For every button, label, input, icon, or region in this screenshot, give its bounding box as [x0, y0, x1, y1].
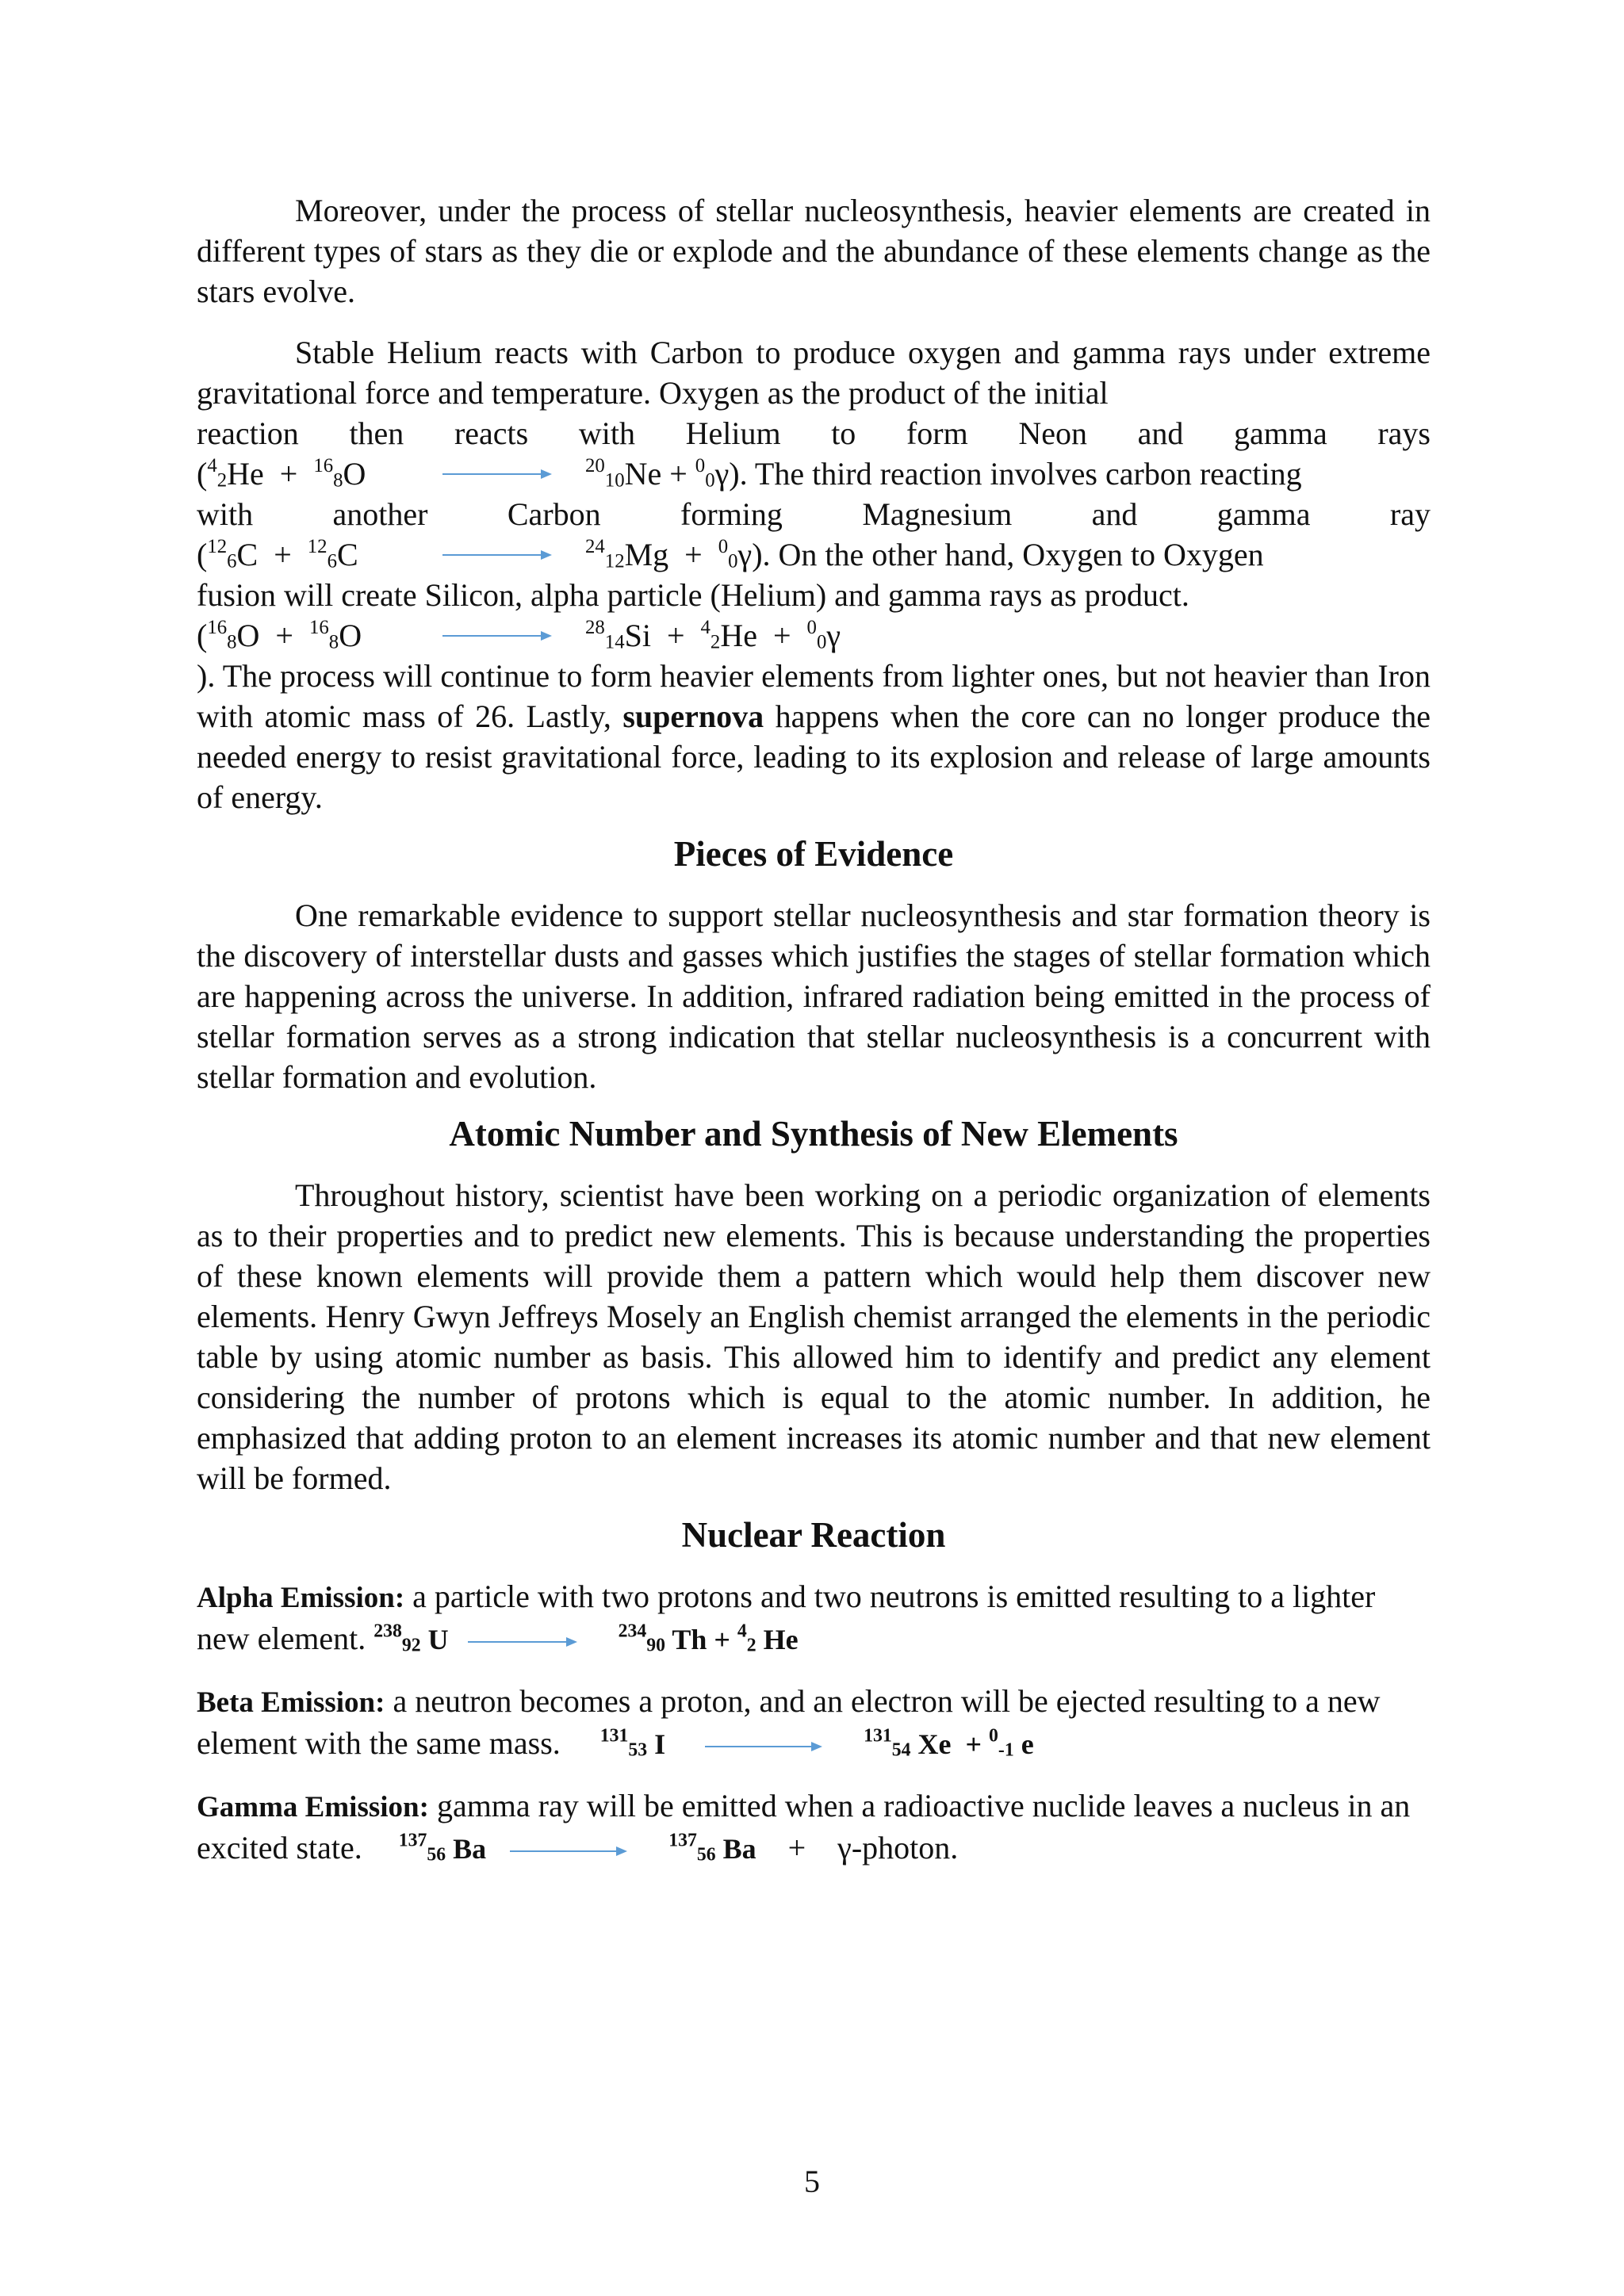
barium-product: $^{137}_{56}$ Ba [668, 1830, 756, 1866]
reactants: ($^{16}_8$O + $^{16}_8$O [197, 616, 362, 653]
products: $^{20}_{10}$Ne + $^0_0$γ [585, 454, 730, 492]
barium-nuclide: $^{137}_{56}$ Ba [398, 1830, 487, 1866]
fusion-conclusion-end: happens when the core can no longer produce the needed energy to resist gravitational force, leading to its explosion and release of large amounts of energy. [197, 698, 1431, 815]
reaction-arrow [442, 628, 553, 644]
fusion-line-magnesium: with another Carbon forming Magnesium and gamma ray [197, 496, 1431, 532]
iodine-nuclide: $^{131}_{53}$ I [599, 1725, 666, 1761]
beta-emission [197, 1681, 1431, 1765]
alpha-emission [197, 1576, 1431, 1660]
paragraph-atomic-number: Throughout history, scientist have been working on a periodic organization of elements as to their properties and to predict new elements. This is because understanding the properties of these known elements will provide them a pattern which would help them discover new elements. Henry Gwyn Jeffreys Mosely an English chemist arranged the elements in the periodic table by using atomic number as basis. This allowed him to identify and predict any element considering the number of protons which is equal to the atomic number. In addition, he emphasized that adding proton to an element increases its atomic number and that new element will be formed. [197, 1177, 1431, 1496]
fusion-conclusion [197, 656, 1431, 817]
gamma-emission-text: gamma ray will be emitted when a radioactive nuclide leaves a nucleus in an excited state. [197, 1788, 1411, 1866]
paragraph-fusion-reactions [197, 332, 1431, 817]
reaction-arrow [510, 1843, 629, 1859]
heading-atomic-number: Atomic Number and Synthesis of New Elements [449, 1114, 1178, 1154]
reaction-arrow [705, 1739, 824, 1755]
reactants: ($^{12}_6$C + $^{12}_6$C [197, 535, 358, 572]
gamma-emission-label: Gamma Emission: [197, 1791, 429, 1823]
fusion-conclusion-text: ). The process will continue to form heavier elements from lighter ones, but not heavier than Iron with atomic mass of 26. Lastly, [197, 658, 1431, 734]
gamma-emission [197, 1785, 1431, 1869]
products: $^{24}_{12}$Mg + $^0_0$γ [585, 535, 753, 572]
equation-helium-oxygen [197, 453, 1431, 494]
eq2-continuation: ). On the other hand, Oxygen to Oxygen [752, 537, 1264, 572]
reaction-arrow [442, 466, 553, 482]
document-page [197, 190, 1431, 1890]
heading-nuclear-reaction: Nuclear Reaction [681, 1515, 946, 1555]
beta-emission-label: Beta Emission: [197, 1686, 385, 1719]
thorium-products: $^{234}_{90}$ Th + $^4_2$ He [618, 1621, 799, 1656]
paragraph-evidence: One remarkable evidence to support stellar nucleosynthesis and star formation theory is the discovery of interstellar dusts and gasses which justifies the stages of stellar formation which are happening across the universe. In addition, infrared radiation being emitted in the process of stellar formation serves as a strong indication that stellar nucleosynthesis is a concurrent with stellar formation and evolution. [197, 897, 1431, 1095]
paragraph-stellar-nucleosynthesis: Moreover, under the process of stellar nucleosynthesis, heavier elements are created in different types of stars as they die or explode and the abundance of these elements change as the stars evolve. [197, 193, 1431, 309]
equation-carbon-carbon [197, 534, 1431, 575]
heading-pieces-of-evidence: Pieces of Evidence [673, 834, 954, 874]
products: $^{28}_{14}$Si + $^4_2$He + $^0_0$γ [585, 616, 841, 653]
reactants: ($^4_2$He + $^{16}_8$O [197, 454, 366, 492]
xenon-products: $^{131}_{54}$ Xe + $^0_{-1}$ e [864, 1725, 1034, 1761]
reaction-arrow [442, 547, 553, 563]
equation-oxygen-oxygen [197, 615, 1431, 656]
fusion-line-silicon: fusion will create Silicon, alpha particle (Helium) and gamma rays as product. [197, 577, 1189, 613]
fusion-intro: Stable Helium reacts with Carbon to produce oxygen and gamma rays under extreme gravitational force and temperature. Oxygen as the product of the initial [197, 335, 1431, 411]
supernova-term: supernova [622, 698, 764, 734]
uranium-nuclide: $^{238}_{92}$ U [373, 1621, 449, 1656]
plus-sign: + [787, 1830, 806, 1866]
beta-emission-text: a neutron becomes a proton, and an electron will be ejected resulting to a new element with the same mass. [197, 1683, 1381, 1761]
alpha-emission-text: a particle with two protons and two neutrons is emitted resulting to a lighter new element. [197, 1578, 1376, 1656]
eq1-continuation: ). The third reaction involves carbon reacting [729, 456, 1302, 492]
gamma-photon: γ-photon. [837, 1830, 959, 1866]
reaction-arrow [468, 1634, 579, 1650]
fusion-line-neon: reaction then reacts with Helium to form Neon and gamma rays [197, 415, 1431, 451]
page-number: 5 [804, 2164, 820, 2199]
alpha-emission-label: Alpha Emission: [197, 1582, 405, 1614]
